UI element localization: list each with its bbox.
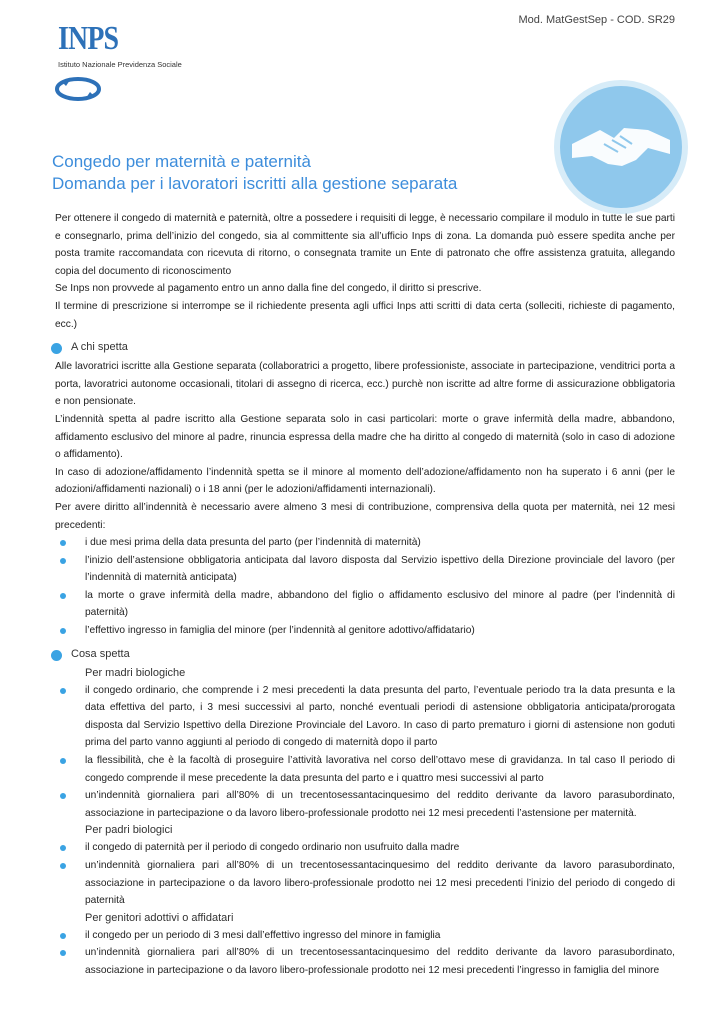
list-item xyxy=(85,552,675,587)
section-heading-label: A chi spetta xyxy=(71,341,128,354)
section-heading-chi-spetta xyxy=(55,339,675,356)
list-item-text: l’effettivo ingresso in famiglia del minore (per l’indennità al genitore adottivo/affidatario) xyxy=(85,625,475,637)
logo-swirl-icon xyxy=(54,76,102,102)
chi-paragraph: Per avere diritto all’indennità è necessario avere almeno 3 mesi di contribuzione, comprensiva della quota per maternità, nei 12 mesi precedenti: xyxy=(55,501,675,531)
title-line-2: Domanda per i lavoratori iscritti alla gestione separata xyxy=(52,174,458,193)
list-item xyxy=(85,927,675,945)
chi-paragraph: L’indennità spetta al padre iscritto alla Gestione separata solo in casi particolari: morte o grave infermità della madre, abbandono, affidamento esclusivo del minore al padre, rinuncia espressa della madre che ha diritto al congedo di maternità (solo in caso di adozione o affidamento). xyxy=(55,413,675,461)
list-item-text: un’indennità giornaliera pari all’80% di un trecentosessantacinquesimo del reddito derivante da lavoro parasubordinato, associazione in partecipazione o da lavoro libero-professionale prodotto nei 12 mesi precedenti l’astensione per maternità. xyxy=(85,790,675,819)
chi-bullet-list xyxy=(55,534,675,640)
list-item xyxy=(85,787,675,822)
list-item xyxy=(85,622,675,640)
intro-paragraph: Per ottenere il congedo di maternità e paternità, oltre a possedere i requisiti di legge, è necessario compilare il modulo in tutte le sue parti e consegnarlo, prima dell’inizio del congedo, sia al committente sia all’ufficio Inps di zona. La domanda può essere spedita anche per posta tramite raccomandata con ricevuta di ritorno, o consegnata tramite un Ente di patronato che offre assistenza gratuita, allegando copia del documento di riconoscimento xyxy=(55,213,675,277)
list-item-text: il congedo di paternità per il periodo di congedo ordinario non usufruito dalla madre xyxy=(85,842,460,854)
logo-subtitle: Istituto Nazionale Previdenza Sociale xyxy=(58,60,182,69)
chi-paragraph: Alle lavoratrici iscritte alla Gestione separata (collaboratrici a progetto, libere professioniste, associate in partecipazione, venditrici porta a porta, lavoratrici autonome occasionali, titolari di assegno di ricerca, ecc.) purchè non iscritte ad altre forme di assicurazione obbligatoria e non pensionate. xyxy=(55,361,675,408)
adottivi-bullet-list xyxy=(55,927,675,980)
bullet-dot-icon xyxy=(60,950,66,956)
bullet-dot-icon xyxy=(60,628,66,634)
bullet-dot-icon xyxy=(60,688,66,694)
list-item xyxy=(85,752,675,787)
list-item xyxy=(85,534,675,552)
bullet-dot-icon xyxy=(60,933,66,939)
bullet-dot-icon xyxy=(60,593,66,599)
list-item-text: la flessibilità, che è la facoltà di proseguire l’attività lavorativa nel corso dell’ottavo mese di gravidanza. In tal caso Il periodo di congedo comprende il mese precedente la data presunta del parto e i quattro mesi successivi al parto xyxy=(85,755,675,784)
list-item-text: un’indennità giornaliera pari all’80% di un trecentosessantacinquesimo del reddito derivante da lavoro parasubordinato, associazione in partecipazione o da lavoro libero-professionale prodotto nei 12 mesi precedenti l’ingresso in famiglia del minore xyxy=(85,947,675,976)
intro-paragraph: Se Inps non provvede al pagamento entro un anno dalla fine del congedo, il diritto si prescrive. xyxy=(55,283,482,295)
bullet-dot-icon xyxy=(60,758,66,764)
section-heading-label: Cosa spetta xyxy=(71,647,130,660)
title-line-1: Congedo per maternità e paternità xyxy=(52,152,311,171)
list-item-text: un’indennità giornaliera pari all’80% di un trecentosessantacinquesimo del reddito derivante da lavoro parasubordinato, associazione in partecipazione o da lavoro libero-professionale prodotto nei 12 mesi precedenti l’inizio del periodo di congedo di paternità xyxy=(85,860,675,907)
form-code: Mod. MatGestSep - COD. SR29 xyxy=(518,14,675,26)
page-title xyxy=(52,151,457,195)
subsection-heading-adottivi: Per genitori adottivi o affidatari xyxy=(85,911,234,924)
list-item xyxy=(85,587,675,622)
logo-wordmark: INPS xyxy=(58,20,119,57)
list-item-text: la morte o grave infermità della madre, abbandono del figlio o affidamento esclusivo del minore al padre (per l’indennità di paternità) xyxy=(85,589,675,619)
section-bullet-icon xyxy=(51,343,62,354)
list-item-text: il congedo per un periodo di 3 mesi dall’effettivo ingresso del minore in famiglia xyxy=(85,929,441,941)
document-body xyxy=(55,210,675,980)
list-item xyxy=(85,682,675,752)
section-heading-cosa-spetta xyxy=(55,646,675,663)
handshake-icon xyxy=(552,78,690,216)
bullet-dot-icon xyxy=(60,540,66,546)
madri-bullet-list xyxy=(55,682,675,823)
subsection-heading-madri: Per madri biologiche xyxy=(85,666,186,679)
list-item xyxy=(85,839,675,857)
padri-bullet-list xyxy=(55,839,675,909)
list-item xyxy=(85,857,675,910)
list-item-text: il congedo ordinario, che comprende i 2 mesi precedenti la data presunta del parto, l’eventuale periodo tra la data presunta e la data effettiva del parto, i 3 mesi successivi al parto, nonché eventuali periodi di astensione obbligatoria anticipata/prorogata disposta dal Servizio Ispettivo della Direzione Provinciale del Lavoro. In caso di parto prematuro i giorni di astensione non goduti prima del parto vanno aggiunti al periodo di congedo di maternità dopo il parto xyxy=(85,684,675,749)
chi-paragraph: In caso di adozione/affidamento l’indennità spetta se il minore al momento dell’adozione/affidamento non ha superato i 6 anni (per le adozioni/affidamenti nazionali) o i 18 anni (per le adozioni/affidamenti internazionali). xyxy=(55,466,675,496)
subsection-heading-padri: Per padri biologici xyxy=(85,824,173,837)
list-item-text: l’inizio dell’astensione obbligatoria anticipata dal lavoro disposta dal Servizio ispettivo della Direzione provinciale del lavoro (per l’indennità di maternità anticipata) xyxy=(85,554,675,584)
bullet-dot-icon xyxy=(60,558,66,564)
list-item xyxy=(85,944,675,979)
intro-paragraph: Il termine di prescrizione si interrompe se il richiedente presenta agli uffici Inps atti scritti di data certa (solleciti, richieste di pagamento, ecc.) xyxy=(55,300,675,330)
list-item-text: i due mesi prima della data presunta del parto (per l’indennità di maternità) xyxy=(85,537,421,549)
bullet-dot-icon xyxy=(60,793,66,799)
section-bullet-icon xyxy=(51,650,62,661)
bullet-dot-icon xyxy=(60,863,66,869)
bullet-dot-icon xyxy=(60,845,66,851)
